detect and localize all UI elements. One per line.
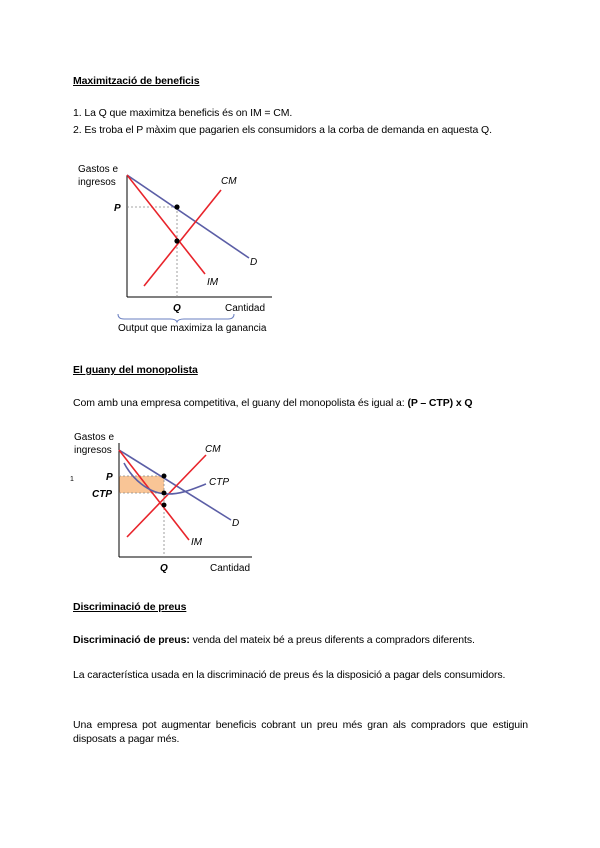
profit-intro-text: Com amb una empresa competitiva, el guany del monopolista és igual a:	[73, 397, 408, 409]
mr-mc-intersection-point	[162, 503, 167, 508]
definition-text: venda del mateix bé a preus diferents a compradors diferents.	[189, 634, 475, 646]
ctp-curve-label: CTP	[209, 477, 229, 488]
price-label: P	[106, 472, 113, 483]
y-axis-label-line2: ingresos	[78, 177, 116, 188]
profit-formula: (P – CTP) x Q	[407, 397, 473, 409]
demand-label: D	[232, 518, 240, 529]
quantity-label: Q	[160, 563, 168, 574]
y-axis-label-line1: Gastos e	[74, 432, 115, 443]
price-label: P	[114, 203, 121, 214]
x-axis-label: Cantidad	[210, 563, 251, 574]
im-label: IM	[191, 537, 203, 548]
avg-cost-point	[162, 491, 167, 496]
section-heading-profit-max: Maximització de beneficis	[73, 75, 200, 87]
x-axis-label: Cantidad	[225, 303, 266, 314]
avg-cost-axis-label: CTP	[92, 489, 112, 500]
list-item: 2. Es troba el P màxim que pagarien els consumidors a la corba de demanda en aquesta Q.	[73, 124, 492, 136]
stray-mark: 1	[70, 476, 74, 483]
demand-point	[162, 474, 167, 479]
marginal-revenue-curve	[119, 450, 189, 540]
section-heading-monopoly-profit: El guany del monopolista	[73, 364, 198, 376]
definition-paragraph	[73, 633, 475, 647]
im-label: IM	[207, 277, 219, 288]
paragraph-higher-price: Una empresa pot augmentar beneficis cobrant un preu més gran als compradors que estiguin disposats a pagar més.	[73, 719, 528, 745]
cm-label: CM	[205, 444, 221, 455]
demand-label: D	[250, 257, 258, 268]
list-item: 1. La Q que maximitza beneficis és on IM = CM.	[73, 107, 293, 119]
quantity-label: Q	[173, 303, 181, 314]
brace-caption: Output que maximiza la ganancia	[118, 323, 267, 334]
definition-term: Discriminació de preus:	[73, 634, 190, 646]
section-heading-price-discrimination: Discriminació de preus	[73, 601, 187, 613]
cm-label: CM	[221, 176, 237, 187]
y-axis-label-line1: Gastos e	[78, 164, 119, 175]
paragraph-willingness: La característica usada en la discriminació de preus és la disposició a pagar dels consumidors.	[73, 669, 506, 681]
marginal-cost-curve	[127, 455, 206, 537]
y-axis-label-line2: ingresos	[74, 445, 112, 456]
